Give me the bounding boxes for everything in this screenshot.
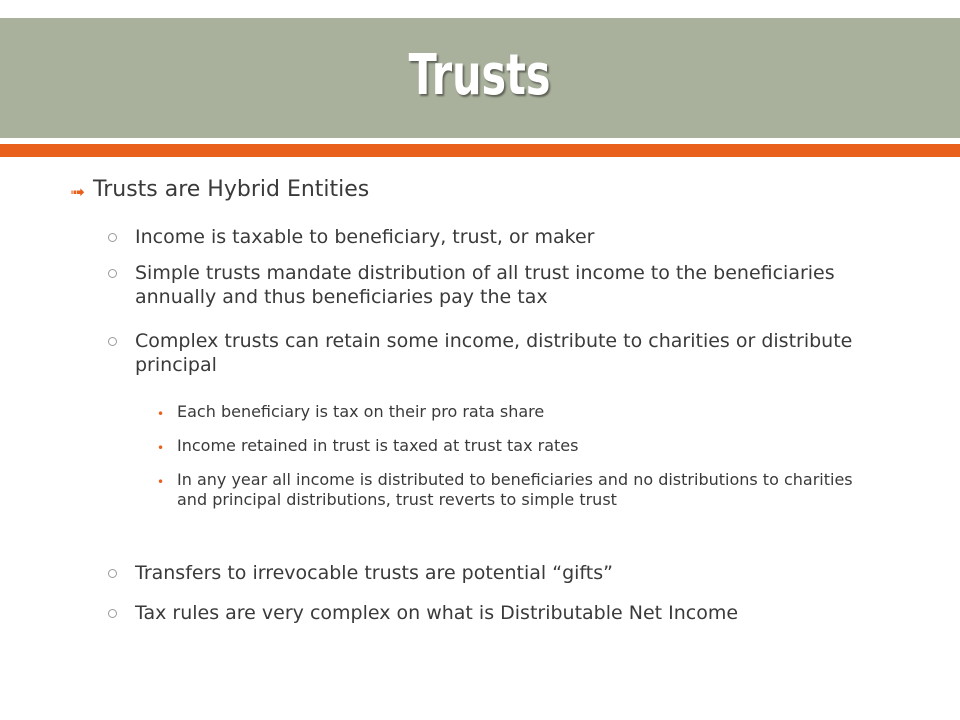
title-bar bbox=[0, 18, 960, 138]
circle-bullet-icon bbox=[108, 337, 117, 346]
dot-bullet-icon: • bbox=[157, 441, 165, 455]
bullet-text: Complex trusts can retain some income, distribute to charities or distribute principal bbox=[135, 330, 853, 376]
circle-bullet-icon bbox=[108, 569, 117, 578]
title-divider-rule bbox=[0, 144, 960, 157]
bullet-text: Transfers to irrevocable trusts are potential “gifts” bbox=[135, 562, 613, 584]
circle-bullet-icon bbox=[108, 609, 117, 618]
circle-bullet-icon bbox=[108, 233, 117, 242]
slide-title: Trusts bbox=[409, 42, 551, 108]
bullet-text: In any year all income is distributed to beneficiaries and no distributions to charities and principal distributions, trust reverts to simple trust bbox=[177, 470, 853, 509]
bullet-text: Income retained in trust is taxed at trust tax rates bbox=[177, 436, 579, 455]
bullet-text: Simple trusts mandate distribution of all trust income to the beneficiaries annually and thus beneficiaries pay the tax bbox=[135, 262, 835, 308]
bullet-text: Tax rules are very complex on what is Distributable Net Income bbox=[135, 602, 739, 624]
dot-bullet-icon: • bbox=[157, 407, 165, 421]
bullet-text: Trusts are Hybrid Entities bbox=[93, 177, 370, 202]
circle-bullet-icon bbox=[108, 269, 117, 278]
arrow-bullet-icon: ➟ bbox=[70, 182, 86, 203]
bullet-text: Each beneficiary is tax on their pro rata share bbox=[177, 402, 545, 421]
bullet-text: Income is taxable to beneficiary, trust, or maker bbox=[135, 226, 595, 248]
dot-bullet-icon: • bbox=[157, 475, 165, 489]
